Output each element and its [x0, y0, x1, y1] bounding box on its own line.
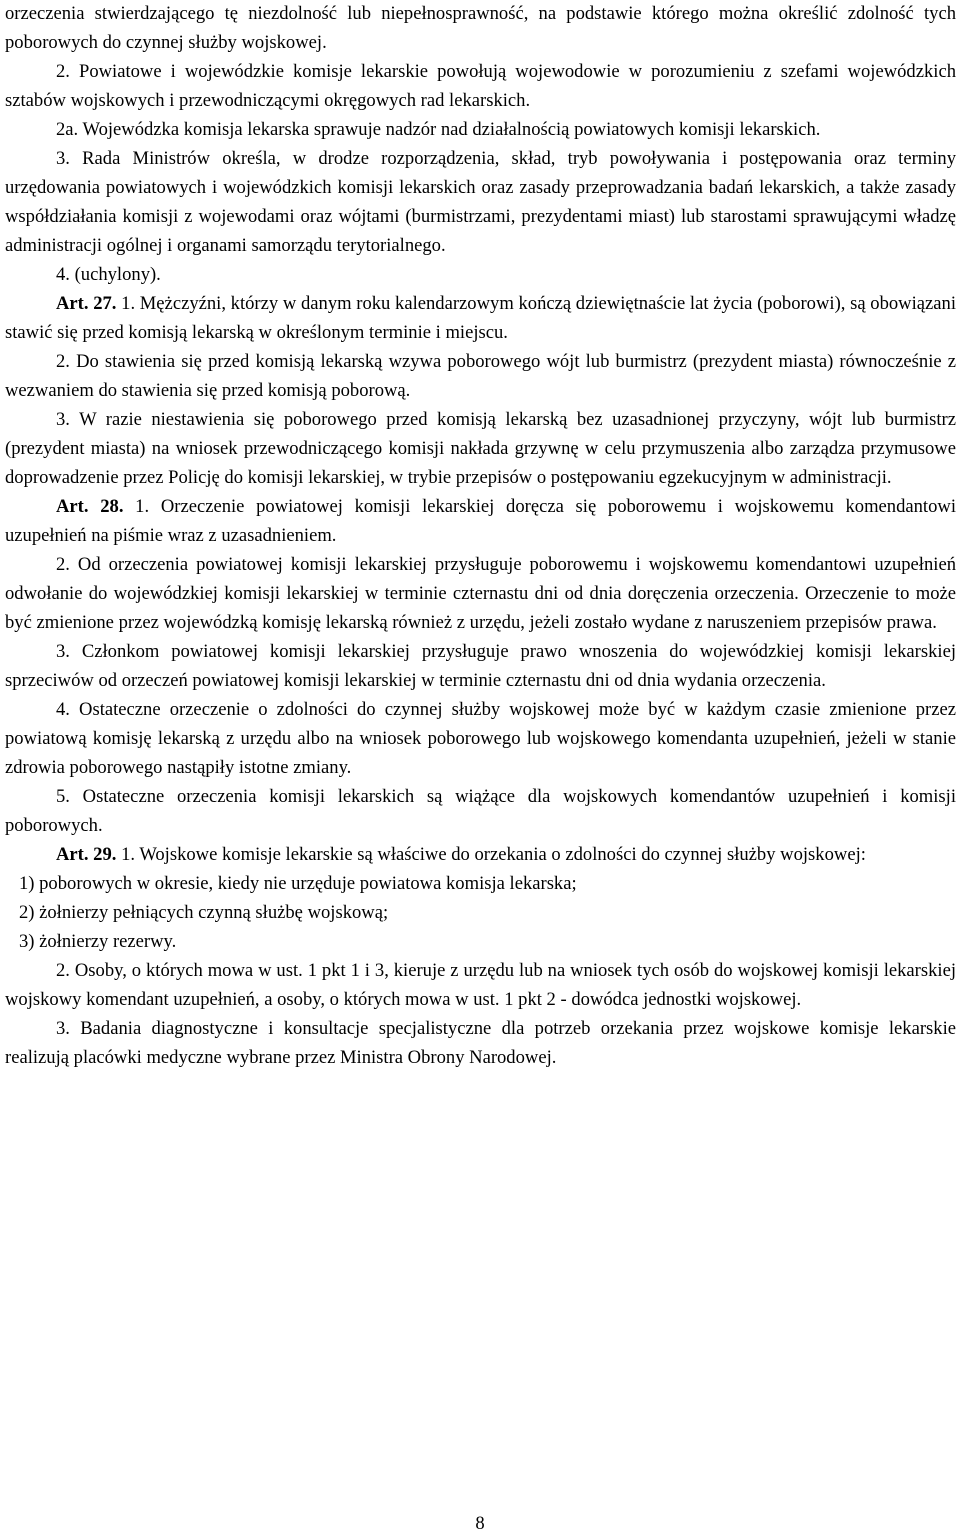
paragraph-0: orzeczenia stwierdzającego tę niezdolność lub niepełnosprawność, na podstawie którego można określić zdolność tych poborowych do czynnej służby wojskowej.	[5, 3, 956, 53]
paragraph-9: 2. Od orzeczenia powiatowej komisji lekarskiej przysługuje poborowemu i wojskowemu komendantowi uzupełnień odwołanie do wojewódzkiej komisji lekarskiej w terminie czternastu dni od dnia doręczenia orzeczenia. Orzeczenie to może być zmienione przez wojewódzką komisję lekarską również z urzędu, jeżeli zostało wydane z naruszeniem przepisów prawa.	[5, 554, 956, 633]
list-item-1: 1) poborowych w okresie, kiedy nie urzęduje powiatowa komisja lekarska;	[19, 873, 577, 894]
paragraph-4: 4. (uchylony).	[56, 264, 161, 285]
paragraph-6: 2. Do stawienia się przed komisją lekarską wzywa poborowego wójt lub burmistrz (prezydent miasta) równocześnie z wezwaniem do stawienia się przed komisją poborową.	[5, 351, 956, 401]
list-item-2: 2) żołnierzy pełniących czynną służbę wojskową;	[19, 902, 389, 923]
paragraph-18: 3. Badania diagnostyczne i konsultacje specjalistyczne dla potrzeb orzekania przez wojskowe komisje lekarskie realizują placówki medyczne wybrane przez Ministra Obrony Narodowej.	[5, 1018, 956, 1068]
paragraph-12: 5. Ostateczne orzeczenia komisji lekarskich są wiążące dla wojskowych komendantów uzupełnień i komisji poborowych.	[5, 786, 956, 836]
article-heading: Art. 28.	[56, 496, 124, 517]
paragraph-5	[5, 289, 956, 347]
paragraph-11: 4. Ostateczne orzeczenie o zdolności do czynnej służby wojskowej może być w każdym czasie zmienione przez powiatową komisję lekarską z urzędu albo na wniosek poborowego lub wojskowego komendanta uzupełnień, jeżeli w stanie zdrowia poborowego nastąpiły istotne zmiany.	[5, 699, 956, 778]
paragraph-1: 2. Powiatowe i wojewódzkie komisje lekarskie powołują wojewodowie w porozumieniu z szefami wojewódzkich sztabów wojskowych i przewodniczącymi okręgowych rad lekarskich.	[5, 61, 956, 111]
paragraph-text: 1. Mężczyźni, którzy w danym roku kalendarzowym kończą dziewiętnaście lat życia (poborowi), są obowiązani stawić się przed komisją lekarską w określonym terminie i miejscu.	[5, 293, 956, 343]
document-body	[5, 0, 956, 1072]
paragraph-text: 1. Wojskowe komisje lekarskie są właściwe do orzekania o zdolności do czynnej służby wojskowej:	[116, 844, 866, 865]
page-number: 8	[475, 1513, 485, 1534]
paragraph-13	[5, 840, 956, 869]
paragraph-10: 3. Członkom powiatowej komisji lekarskiej przysługuje prawo wnoszenia do wojewódzkiej komisji lekarskiej sprzeciwów od orzeczeń powiatowej komisji lekarskiej w terminie czternastu dni od dnia wydania orzeczenia.	[5, 641, 956, 691]
paragraph-2: 2a. Wojewódzka komisja lekarska sprawuje nadzór nad działalnością powiatowych komisji lekarskich.	[56, 119, 821, 140]
paragraph-3: 3. Rada Ministrów określa, w drodze rozporządzenia, skład, tryb powoływania i postępowania oraz terminy urzędowania powiatowych i wojewódzkich komisji lekarskich oraz zasady przeprowadzania badań lekarskich, a także zasady współdziałania komisji z wojewodami oraz wójtami (burmistrzami, prezydentami miast) lub starostami sprawującymi władzę administracji ogólnej i organami samorządu terytorialnego.	[5, 148, 956, 256]
paragraph-17: 2. Osoby, o których mowa w ust. 1 pkt 1 i 3, kieruje z urzędu lub na wniosek tych osób do wojskowej komisji lekarskiej wojskowy komendant uzupełnień, a osoby, o których mowa w ust. 1 pkt 2 - dowódca jednostki wojskowej.	[5, 960, 956, 1010]
list-item-3: 3) żołnierzy rezerwy.	[19, 931, 177, 952]
article-heading: Art. 27.	[56, 293, 117, 314]
article-heading: Art. 29.	[56, 844, 117, 865]
paragraph-7: 3. W razie niestawienia się poborowego przed komisją lekarską bez uzasadnionej przyczyny, wójt lub burmistrz (prezydent miasta) na wniosek przewodniczącego komisji nakłada grzywnę w celu przymuszenia albo zarządza przymusowe doprowadzenie przez Policję do komisji lekarskiej, w trybie przepisów o postępowaniu egzekucyjnym w administracji.	[5, 409, 956, 488]
paragraph-text: 1. Orzeczenie powiatowej komisji lekarskiej doręcza się poborowemu i wojskowemu komendantowi uzupełnień na piśmie wraz z uzasadnieniem.	[5, 496, 956, 546]
paragraph-8	[5, 492, 956, 550]
